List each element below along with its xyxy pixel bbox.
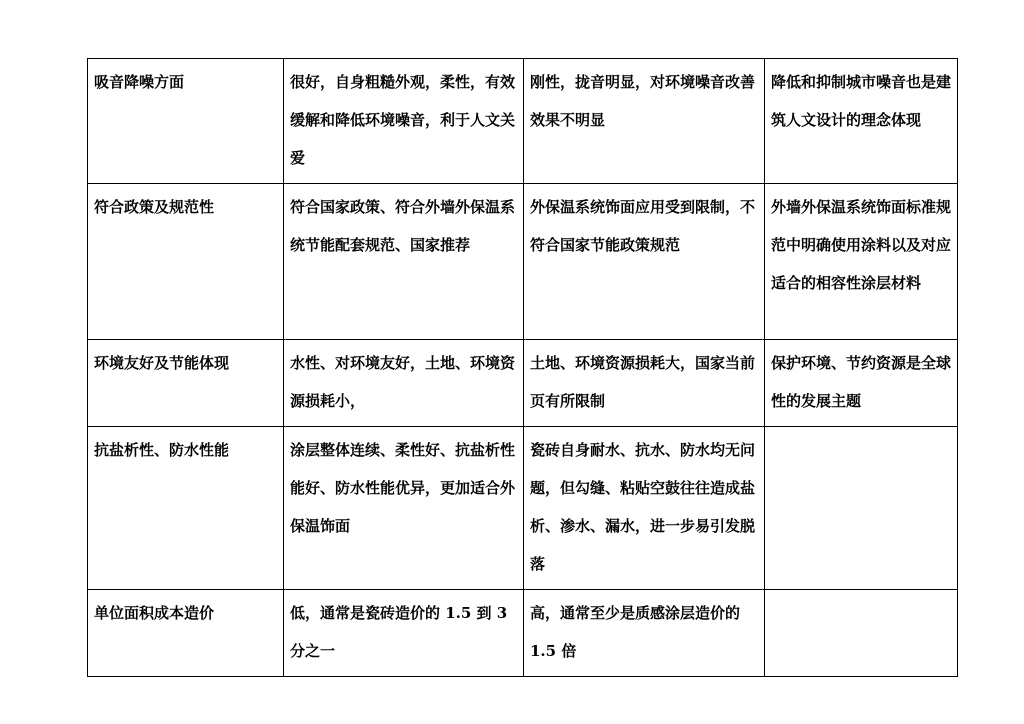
table-row	[88, 590, 958, 677]
table-cell: 外墙外保温系统饰面标准规范中明确使用涂料以及对应适合的相容性涂层材料	[765, 184, 958, 340]
table-cell: 瓷砖自身耐水、抗水、防水均无问题，但勾缝、粘贴空鼓往往造成盐析、渗水、漏水，进一步易引发脱落	[524, 427, 765, 590]
table-cell-empty	[765, 590, 958, 677]
table-cell: 水性、对环境友好，土地、环境资源损耗小，	[284, 340, 524, 427]
row-label-cell: 抗盐析性、防水性能	[88, 427, 284, 590]
row-label-cell: 环境友好及节能体现	[88, 340, 284, 427]
row-label-cell: 单位面积成本造价	[88, 590, 284, 677]
table-cell: 降低和抑制城市噪音也是建筑人文设计的理念体现	[765, 59, 958, 184]
table-row	[88, 340, 958, 427]
table-cell: 很好，自身粗糙外观，柔性，有效缓解和降低环境噪音，利于人文关爱	[284, 59, 524, 184]
table-cell: 涂层整体连续、柔性好、抗盐析性能好、防水性能优异，更加适合外保温饰面	[284, 427, 524, 590]
table-cell: 外保温系统饰面应用受到限制，不符合国家节能政策规范	[524, 184, 765, 340]
row-label-cell: 吸音降噪方面	[88, 59, 284, 184]
table-cell: 符合国家政策、符合外墙外保温系统节能配套规范、国家推荐	[284, 184, 524, 340]
table-cell-empty	[765, 427, 958, 590]
table-cell: 低，通常是瓷砖造价的 1.5 到 3 分之一	[284, 590, 524, 677]
table-cell: 刚性，拢音明显，对环境噪音改善效果不明显	[524, 59, 765, 184]
table-row	[88, 59, 958, 184]
table-cell: 高，通常至少是质感涂层造价的 1.5 倍	[524, 590, 765, 677]
comparison-table	[87, 58, 958, 677]
table-cell: 保护环境、节约资源是全球性的发展主题	[765, 340, 958, 427]
row-label-cell: 符合政策及规范性	[88, 184, 284, 340]
table-row	[88, 184, 958, 340]
table-cell: 土地、环境资源损耗大，国家当前页有所限制	[524, 340, 765, 427]
table-row	[88, 427, 958, 590]
